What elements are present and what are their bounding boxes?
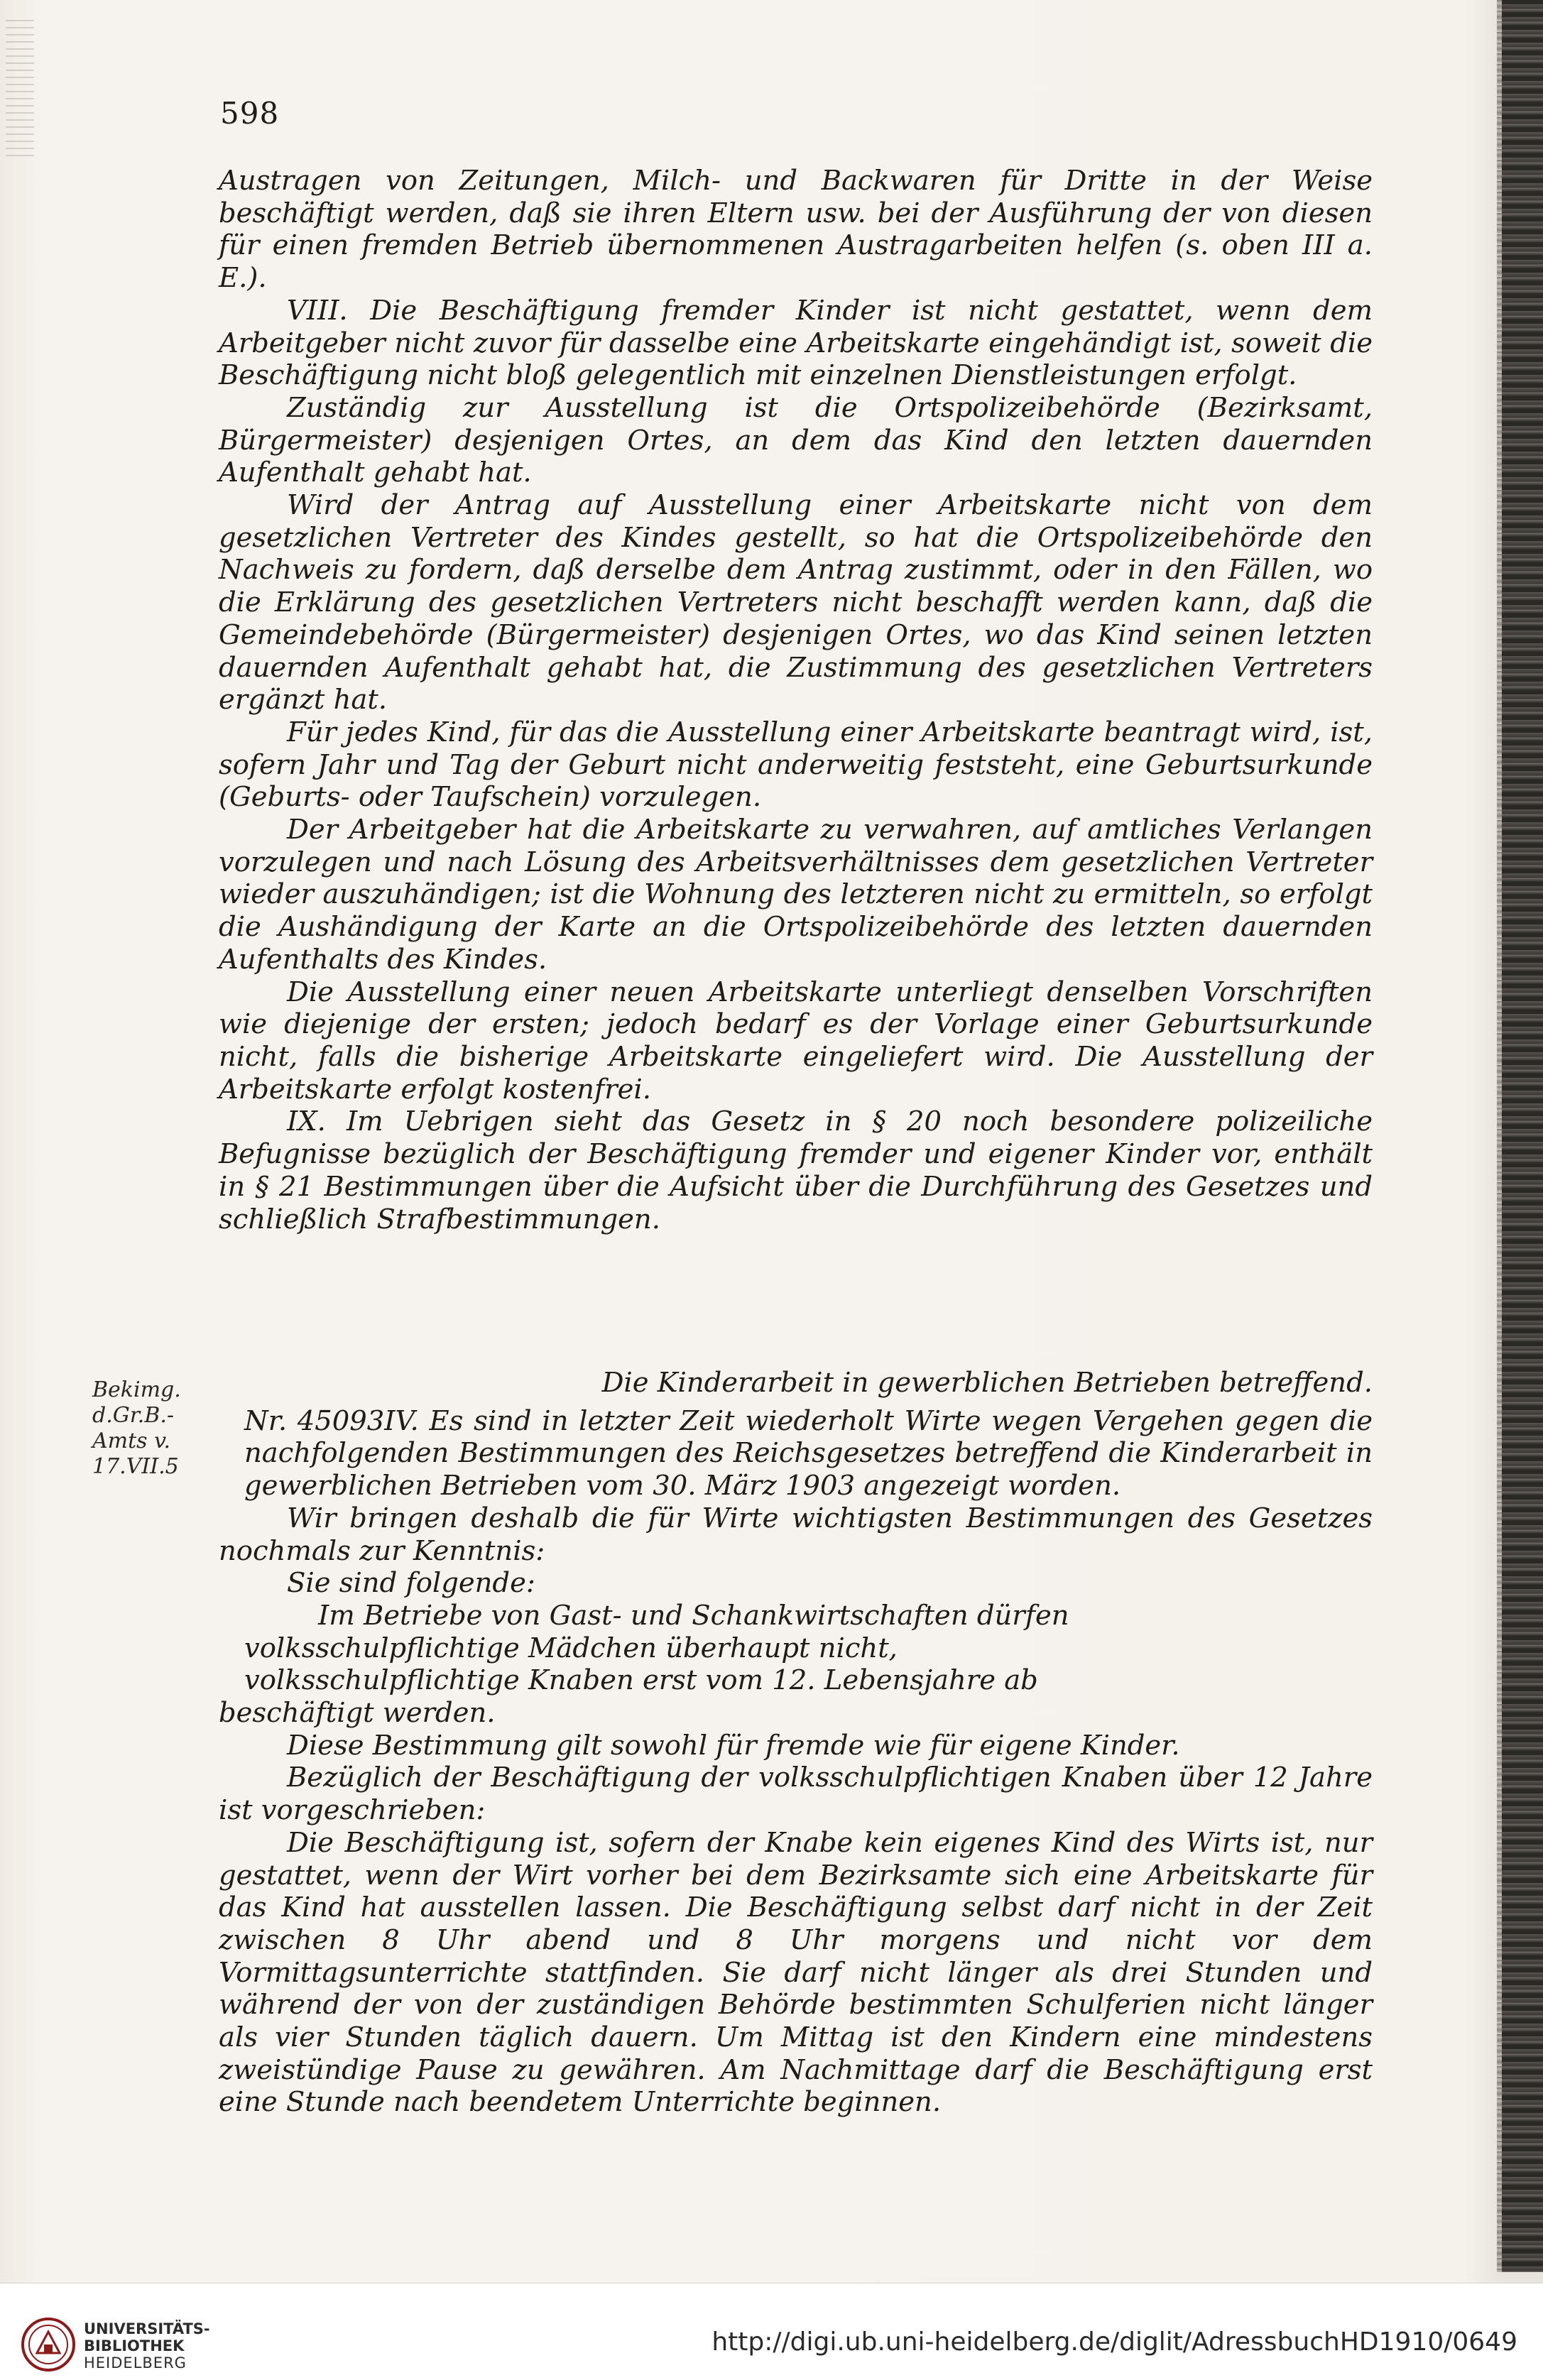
logo-line: BIBLIOTHEK (84, 2337, 185, 2354)
margin-reference (92, 1377, 217, 1480)
margin-line: d.Gr.B.- (92, 1403, 175, 1428)
paragraph: Für jedes Kind, für das die Ausstellung einer Arbeitskarte beantragt wird, ist, sofern Jahr und Tag der Geburt nicht anderweitig feststeht, eine Geburtsurkunde (Geburts- oder Taufschein) vorzulegen. (219, 716, 1373, 814)
paragraph: Bezüglich der Beschäftigung der volksschulpflichtigen Knaben über 12 Jahre ist vorgeschrieben: (219, 1762, 1373, 1827)
paragraph: Austragen von Zeitungen, Milch- und Backwaren für Dritte in der Weise beschäftigt werden, daß sie ihren Eltern usw. bei der Ausführung der von diesen für einen fremden Betrieb übernommenen Austragarbeiten helfen (s. oben III a. E.). (219, 165, 1373, 295)
paragraph: Diese Bestimmung gilt sowohl für fremde wie für eigene Kinder. (287, 1729, 1180, 1762)
paragraph: IX. Im Uebrigen sieht das Gesetz in § 20 noch besondere polizeiliche Befugnisse bezüglich der Beschäftigung fremder und eigener Kinder vor, enthält in § 21 Bestimmungen über die Aufsicht über die Durchführung des Gesetzes und schließlich Strafbestimmungen. (219, 1106, 1373, 1235)
permalink-url[interactable]: http://digi.ub.uni-heidelberg.de/diglit/AdressbuchHD1910/0649 (711, 2327, 1517, 2357)
page-number: 598 (220, 96, 280, 131)
paragraph: Wir bringen deshalb die für Wirte wichtigsten Bestimmungen des Gesetzes nochmals zur Kenntnis: (219, 1502, 1373, 1567)
margin-line: Bekimg. (92, 1377, 181, 1402)
logo-line: HEIDELBERG (84, 2354, 187, 2371)
paragraph: VIII. Die Beschäftigung fremder Kinder ist nicht gestattet, wenn dem Arbeitgeber nicht zuvor für dasselbe eine Arbeitskarte eingehändigt ist, soweit die Beschäftigung nicht bloß gelegentlich mit einzelnen Dienstleistungen erfolgt. (219, 294, 1373, 392)
provision-line: beschäftigt werden. (219, 1697, 496, 1730)
section-two-text (219, 1367, 1373, 2119)
logo-line: UNIVERSITÄTS- (84, 2320, 210, 2337)
book-binding-edge (1502, 0, 1543, 2272)
paragraph: Zuständig zur Ausstellung ist die Ortspolizeibehörde (Bezirksamt, Bürgermeister) desjenigen Ortes, an dem das Kind den letzten dauernden Aufenthalt gehabt hat. (219, 391, 1373, 489)
paragraph: Die Ausstellung einer neuen Arbeitskarte unterliegt denselben Vorschriften wie diejenige der ersten; jedoch bedarf es der Vorlage einer Geburtsurkunde nicht, falls die bisherige Arbeitskarte eingeliefert wird. Die Ausstellung der Arbeitskarte erfolgt kostenfrei. (219, 976, 1373, 1106)
section-title: Die Kinderarbeit in gewerblichen Betrieben betreffend. (601, 1367, 1373, 1399)
paragraph: Nr. 45093IV. Es sind in letzter Zeit wiederholt Wirte wegen Vergehen gegen die nachfolgenden Bestimmungen des Reichsgesetzes betreffend die Kinderarbeit in gewerblichen Betrieben vom 30. März 1903 angezeigt worden. (244, 1404, 1373, 1502)
paragraph: Die Beschäftigung ist, sofern der Knabe kein eigenes Kind des Wirts ist, nur gestattet, wenn der Wirt vorher bei dem Bezirksamte sich eine Arbeitskarte für das Kind hat ausstellen lassen. Die Beschäftigung selbst darf nicht in der Zeit zwischen 8 Uhr abend und 8 Uhr morgens und nicht vor dem Vormittagsunterrichte stattfinden. Sie darf nicht länger als drei Stunden und während der von der zuständigen Behörde bestimmten Schulferien nicht länger als vier Stunden täglich dauern. Um Mittag ist den Kindern eine mindestens zweistündige Pause zu gewähren. Am Nachmittage darf die Beschäftigung erst eine Stunde nach beendetem Unterrichte beginnen. (219, 1826, 1373, 2119)
margin-line: Amts v. (92, 1429, 171, 1453)
library-logo-text[interactable] (84, 2320, 210, 2371)
paragraph: Wird der Antrag auf Ausstellung einer Arbeitskarte nicht von dem gesetzlichen Vertreter des Kindes gestellt, so hat die Ortspolizeibehörde den Nachweis zu fordern, daß derselbe dem Antrag zustimmt, oder in den Fällen, wo die Erklärung des gesetzlichen Vertreters nicht beschafft werden kann, daß die Gemeindebehörde (Bürgermeister) desjenigen Ortes, wo das Kind seinen letzten dauernden Aufenthalt gehabt hat, die Zustimmung des gesetzlichen Vertreters ergänzt hat. (219, 489, 1373, 716)
paragraph: Der Arbeitgeber hat die Arbeitskarte zu verwahren, auf amtliches Verlangen vorzulegen und nach Lösung des Arbeitsverhältnisses dem gesetzlichen Vertreter wieder auszuhändigen; ist die Wohnung des letzteren nicht zu ermitteln, so erfolgt die Aushändigung der Karte an die Ortspolizeibehörde des letzten dauernden Aufenthalts des Kindes. (219, 814, 1373, 976)
provision-line: volksschulpflichtige Knaben erst vom 12. Lebensjahre ab (244, 1664, 1038, 1697)
university-seal-icon (20, 2316, 77, 2373)
scan-edge-marks (6, 14, 34, 156)
provision-line: Im Betriebe von Gast- und Schankwirtschaften dürfen (318, 1599, 1069, 1632)
margin-line: 17.VII.5 (92, 1454, 179, 1479)
section-one-text (219, 165, 1373, 1235)
paragraph: Sie sind folgende: (287, 1567, 535, 1600)
provision-line: volksschulpflichtige Mädchen überhaupt nicht, (244, 1632, 898, 1664)
